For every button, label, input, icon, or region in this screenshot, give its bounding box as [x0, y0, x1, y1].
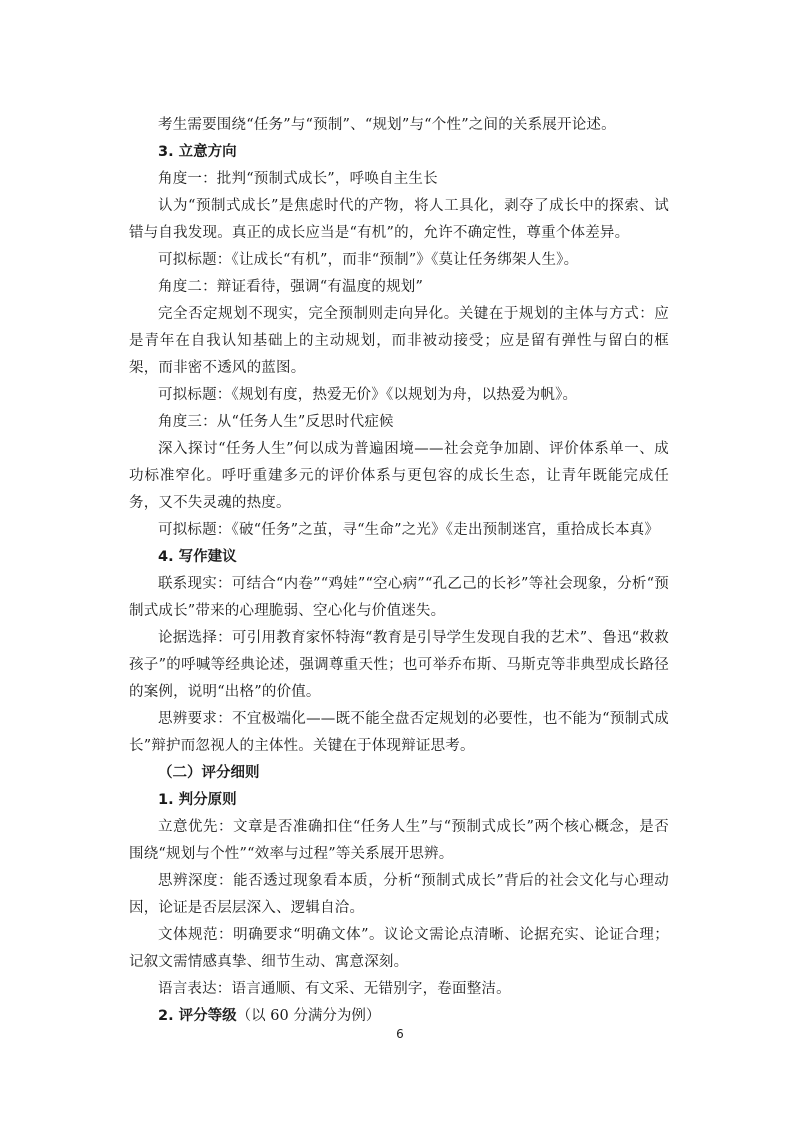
heading-judging-principles: 1. 判分原则 — [158, 792, 237, 808]
principle-language: 语言表达：语言通顺、有文采、无错别字，卷面整洁。 — [158, 981, 511, 997]
angle-one-titles: 可拟标题：《让成长“有机”，而非“预制”》《莫让任务绑架人生》。 — [158, 252, 579, 268]
page-number: 6 — [396, 1027, 404, 1041]
principle-genre: 文体规范：明确要求“明确文体”。议论文需论点清晰、论据充实、论证合理；记叙文需情感真挚、细节生动、寓意深刻。 — [129, 927, 669, 970]
angle-two-title: 角度二：辩证看待，强调“有温度的规划” — [158, 279, 424, 295]
document-body — [129, 112, 669, 1030]
angle-two-body: 完全否定规划不现实，完全预制则走向异化。关键在于规划的主体与方式：应是青年在自我认知基础上的主动规划，而非被动接受；应是留有弹性与留白的框架，而非密不透风的蓝图。 — [129, 306, 669, 376]
principle-depth: 思辨深度：能否透过现象看本质，分析“预制式成长”背后的社会文化与心理动因，论证是否层层深入、逻辑自洽。 — [129, 873, 669, 916]
angle-one-title: 角度一：批判“预制式成长”，呼唤自主生长 — [158, 171, 438, 187]
angle-two-titles: 可拟标题：《规划有度，热爱无价》《以规划为舟，以热爱为帆》。 — [158, 387, 578, 403]
advice-thinking: 思辨要求：不宜极端化——既不能全盘否定规划的必要性，也不能为“预制式成长”辩护而忽视人的主体性。关键在于体现辩证思考。 — [129, 711, 669, 754]
angle-three-body: 深入探讨“任务人生”何以成为普遍困境——社会竞争加剧、评价体系单一、成功标准窄化。呼吁重建多元的评价体系与更包容的成长生态，让青年既能完成任务，又不失灵魂的热度。 — [129, 441, 669, 511]
heading-writing-advice: 4. 写作建议 — [158, 549, 237, 565]
angle-three-titles: 可拟标题：《破“任务”之茧，寻“生命”之光》《走出预制迷宫，重拾成长本真》 — [158, 522, 660, 538]
heading-grading-levels — [129, 1003, 669, 1030]
paragraph-intro: 考生需要围绕“任务”与“预制”、“规划”与“个性”之间的关系展开论述。 — [158, 117, 616, 133]
heading-scoring-rules: （二）评分细则 — [158, 765, 260, 781]
grading-levels-label: 2. 评分等级 — [158, 1008, 237, 1024]
angle-one-body: 认为“预制式成长”是焦虑时代的产物，将人工具化，剥夺了成长中的探索、试错与自我发现。真正的成长应当是“有机”的，允许不确定性，尊重个体差异。 — [129, 198, 669, 241]
principle-theme: 立意优先：文章是否准确扣住“任务人生”与“预制式成长”两个核心概念，是否围绕“规划与个性”“效率与过程”等关系展开思辨。 — [129, 819, 669, 862]
advice-evidence: 论据选择：可引用教育家怀特海“教育是引导学生发现自我的艺术”、鲁迅“救救孩子”的呼喊等经典论述，强调尊重天性；也可举乔布斯、马斯克等非典型成长路径的案例，说明“出格”的价值。 — [129, 630, 669, 700]
grading-levels-note: （以 60 分满分为例） — [236, 1008, 381, 1024]
advice-reality: 联系现实：可结合“内卷”“鸡娃”“空心病”“孔乙己的长衫”等社会现象，分析“预制式成长”带来的心理脆弱、空心化与价值迷失。 — [129, 576, 669, 619]
angle-three-title: 角度三：从“任务人生”反思时代症候 — [158, 414, 394, 430]
heading-direction: 3. 立意方向 — [158, 144, 237, 160]
